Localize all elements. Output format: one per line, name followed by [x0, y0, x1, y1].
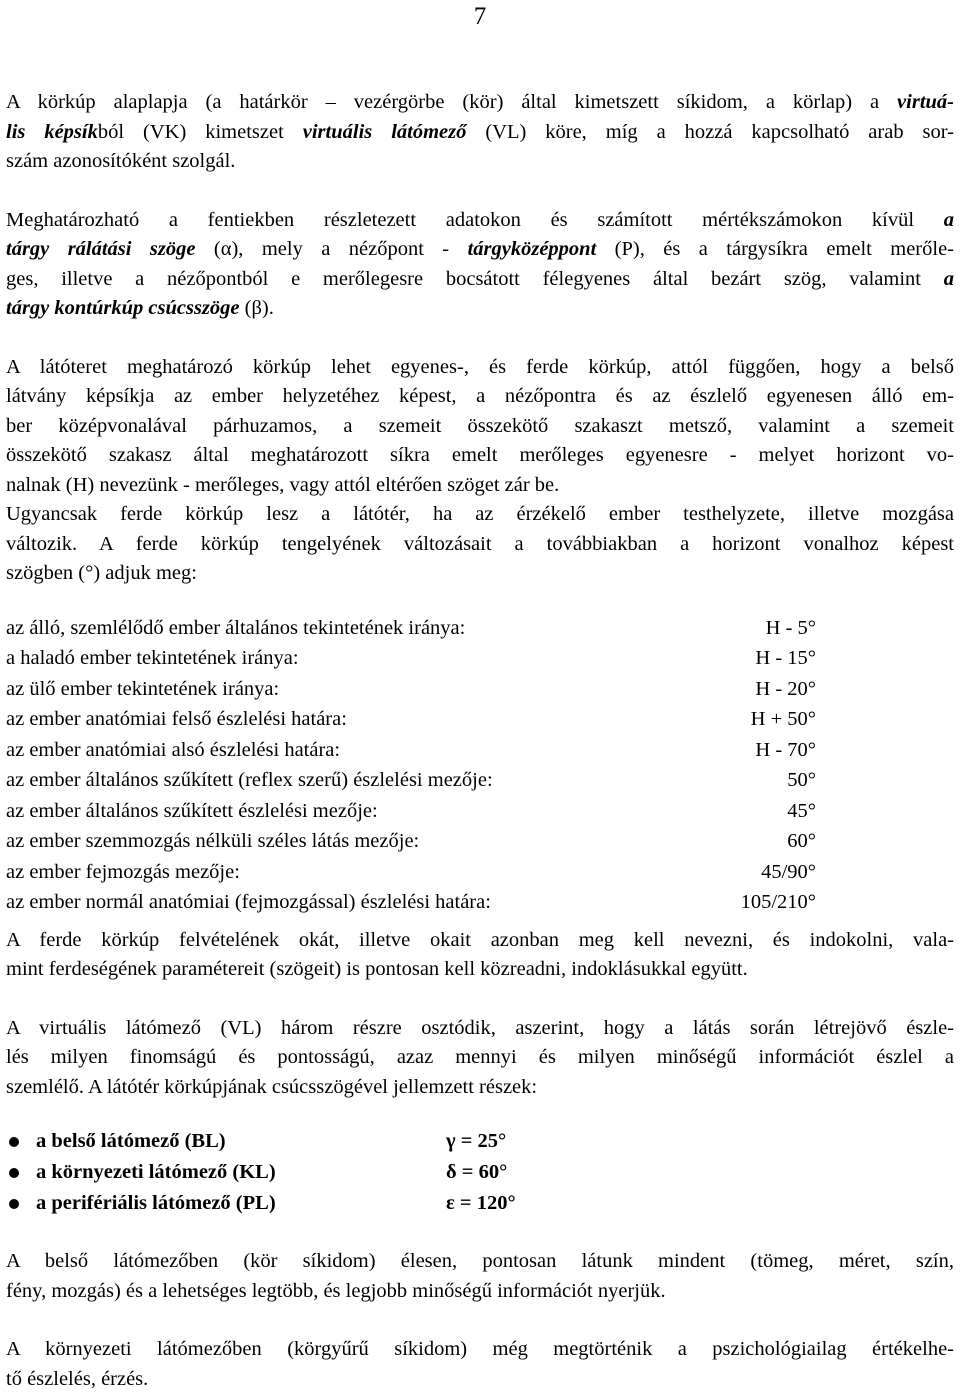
table-row: [6, 735, 954, 766]
table-label: az ember normál anatómiai (fejmozgással) észlelési határa:: [6, 887, 716, 918]
table-label: az ülő ember tekintetének iránya:: [6, 674, 716, 705]
term-virtual-field-of-view: virtuális látómező: [303, 121, 467, 143]
zone-name: a környezeti látómező (KL): [36, 1157, 446, 1188]
paragraph-line: lis képsíkból (VK) kimetszet virtuális látómező (VL) köre, míg a hozzá kapcsolható arab sor-: [6, 118, 954, 148]
paragraph-line: látvány képsíkja az ember helyzetéhez képest, a nézőpontra és az észlelő egyenesen álló em-: [6, 382, 954, 412]
list-item: [6, 1126, 954, 1157]
bullet-icon: [9, 1137, 19, 1147]
paragraph-line: tárgy kontúrkúp csúcsszöge (β).: [6, 294, 954, 324]
field-zone-list: [6, 1126, 954, 1219]
table-row: [6, 674, 954, 705]
paragraph-line: A belső látómezőben (kör síkidom) élesen, pontosan látunk mindent (tömeg, méret, szín,: [6, 1247, 954, 1277]
paragraph-basis: [6, 88, 954, 177]
term-object-center: tárgyközéppont: [468, 238, 597, 260]
paragraph-line: összekötő szakasz által meghatározott síkra emelt merőleges egyenesre - melyet horizont vo-: [6, 441, 954, 471]
paragraph-inner-field: [6, 1247, 954, 1306]
paragraph-line: ges, illetve a nézőpontból e merőlegesre bocsátott félegyenes által bezárt szög, valamint a: [6, 265, 954, 295]
paragraph-cone: [6, 353, 954, 589]
table-label: az ember általános szűkített (reflex szerű) észlelési mezője:: [6, 765, 716, 796]
zone-angle: γ = 25°: [446, 1126, 506, 1157]
paragraph-line: A virtuális látómező (VL) három részre osztódik, aszerint, hogy a látás során létrejövő észle-: [6, 1014, 954, 1044]
table-value: 45/90°: [716, 857, 816, 888]
zone-name: a perifériális látómező (PL): [36, 1188, 446, 1219]
term-object-view-angle: tárgy rálátási szöge: [6, 238, 195, 260]
zone-angle: δ = 60°: [446, 1157, 507, 1188]
table-value: H - 20°: [716, 674, 816, 705]
angle-table: [6, 613, 954, 918]
table-label: az ember anatómiai felső észlelési határa:: [6, 704, 716, 735]
paragraph-line: tárgy rálátási szöge (α), mely a nézőpont - tárgyközéppont (P), és a tárgysíkra emelt merőle-: [6, 235, 954, 265]
paragraph-line: szemlélő. A látótér körkúpjának csúcsszögével jellemzett részek:: [6, 1073, 954, 1103]
document-body: [6, 88, 954, 1394]
paragraph-line: változik. A ferde körkúp tengelyének változásait a továbbiakban a horizont vonalhoz képest: [6, 530, 954, 560]
paragraph-line: Meghatározható a fentiekben részletezett adatokon és számított mértékszámokon kívül a: [6, 206, 954, 236]
paragraph-line: szögben (°) adjuk meg:: [6, 559, 954, 589]
table-label: az álló, szemlélődő ember általános tekintetének iránya:: [6, 613, 716, 644]
table-value: H - 5°: [716, 613, 816, 644]
paragraph-line: ber középvonalával párhuzamos, a szemeit összekötő szakaszt metsző, valamint a szemeit: [6, 412, 954, 442]
table-row: [6, 704, 954, 735]
paragraph-line: A látóteret meghatározó körkúp lehet egyenes-, és ferde körkúp, attól függően, hogy a belső: [6, 353, 954, 383]
paragraph-line: lés milyen finomságú és pontosságú, azaz mennyi és milyen minőségű információt észlel a: [6, 1043, 954, 1073]
table-value: 60°: [716, 826, 816, 857]
table-row: [6, 887, 954, 918]
table-value: 45°: [716, 796, 816, 827]
table-row: [6, 857, 954, 888]
table-value: H - 15°: [716, 643, 816, 674]
bullet-icon: [9, 1199, 19, 1209]
paragraph-line: A ferde körkúp felvételének okát, illetve okait azonban meg kell nevezni, és indokolni, vala-: [6, 926, 954, 956]
table-row: [6, 643, 954, 674]
paragraph-line: fény, mozgás) és a lehetséges legtöbb, és legjobb minőségű információt nyerjük.: [6, 1277, 954, 1307]
paragraph-line: Ugyancsak ferde körkúp lesz a látótér, ha az érzékelő ember testhelyzete, illetve mozgása: [6, 500, 954, 530]
zone-angle: ε = 120°: [446, 1188, 516, 1219]
paragraph-line: A környezeti látómezőben (körgyűrű síkidom) még megtörténik a pszichológiailag értékelhe-: [6, 1335, 954, 1365]
list-item: [6, 1188, 954, 1219]
table-row: [6, 765, 954, 796]
paragraph-line: mint ferdeségének paramétereit (szögeit) is pontosan kell közreadni, indoklásukkal együtt.: [6, 955, 954, 985]
paragraph-line: szám azonosítóként szolgál.: [6, 147, 954, 177]
zone-name: a belső látómező (BL): [36, 1126, 446, 1157]
bullet-icon: [9, 1168, 19, 1178]
table-label: a haladó ember tekintetének iránya:: [6, 643, 716, 674]
table-value: H - 70°: [716, 735, 816, 766]
paragraph-virtual-field: [6, 1014, 954, 1103]
term-contour-cone-angle: tárgy kontúrkúp csúcsszöge: [6, 297, 240, 319]
table-label: az ember fejmozgás mezője:: [6, 857, 716, 888]
term-virtual: virtuá-: [897, 91, 954, 113]
table-value: 105/210°: [716, 887, 816, 918]
paragraph-line: A körkúp alaplapja (a határkör – vezérgörbe (kör) által kimetszett síkidom, a körlap) a virtuá-: [6, 88, 954, 118]
term-virtual-image-plane: lis képsík: [6, 121, 98, 143]
table-row: [6, 613, 954, 644]
paragraph-line: tő észlelés, érzés.: [6, 1365, 954, 1394]
list-item: [6, 1157, 954, 1188]
page-number: 7: [0, 1, 960, 33]
table-row: [6, 796, 954, 827]
paragraph-line: nalnak (H) nevezünk - merőleges, vagy attól eltérően szöget zár be.: [6, 471, 954, 501]
table-label: az ember anatómiai alsó észlelési határa:: [6, 735, 716, 766]
table-value: H + 50°: [716, 704, 816, 735]
paragraph-oblique-cone: [6, 926, 954, 985]
table-value: 50°: [716, 765, 816, 796]
table-row: [6, 826, 954, 857]
paragraph-surrounding-field: [6, 1335, 954, 1394]
paragraph-angles: [6, 206, 954, 324]
table-label: az ember általános szűkített észlelési mezője:: [6, 796, 716, 827]
table-label: az ember szemmozgás nélküli széles látás mezője:: [6, 826, 716, 857]
